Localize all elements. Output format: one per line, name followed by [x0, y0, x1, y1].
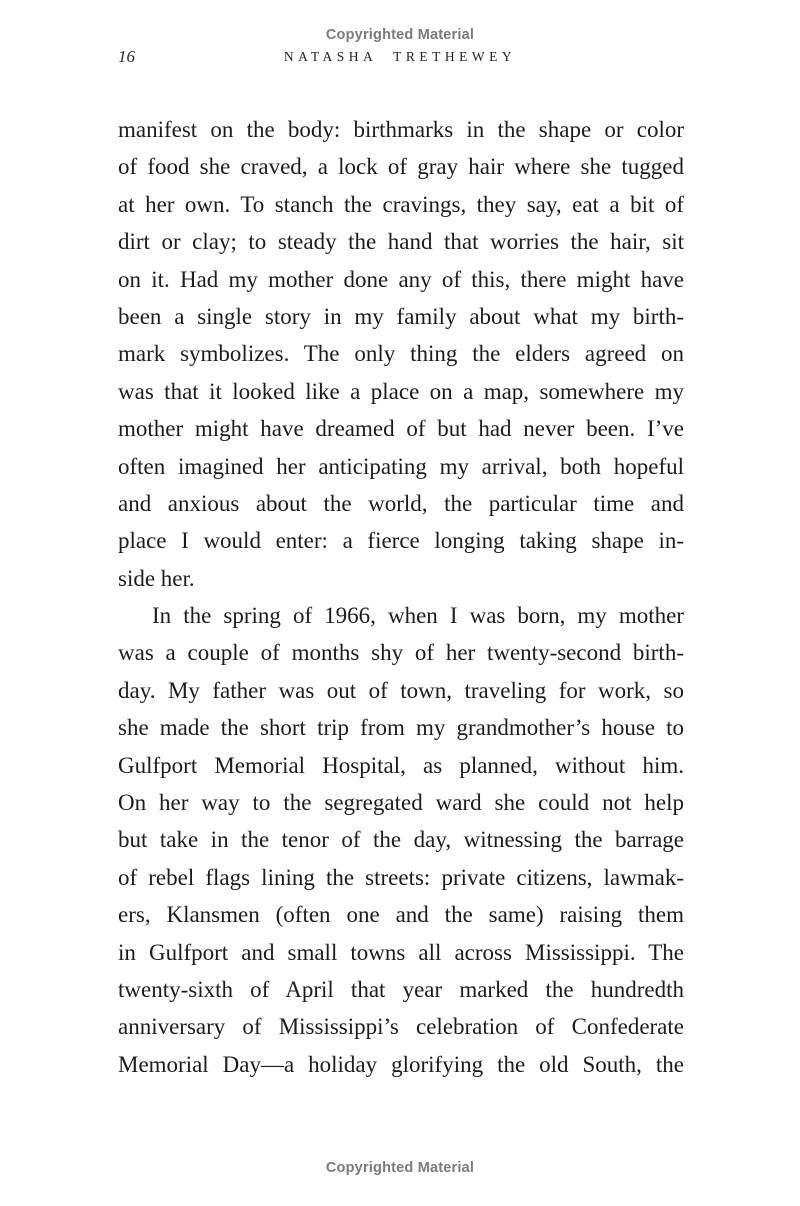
text-line: Memorial Day—a holiday glorifying the old South, the: [118, 1051, 684, 1077]
text-line: in Gulfport and small towns all across Mississippi. The: [118, 939, 684, 965]
text-line: day. My father was out of town, traveling for work, so: [118, 677, 684, 703]
text-line: of food she craved, a lock of gray hair where she tugged: [118, 154, 684, 180]
copyright-notice-top: Copyrighted Material: [325, 27, 475, 43]
text-line: Gulfport Memorial Hospital, as planned, without him.: [118, 752, 684, 778]
text-line: of rebel flags lining the streets: private citizens, lawmak-: [118, 864, 684, 890]
text-line: at her own. To stanch the cravings, they say, eat a bit of: [118, 191, 684, 217]
text-line: was that it looked like a place on a map, somewhere my: [118, 378, 684, 404]
page-number: 16: [118, 47, 135, 66]
text-line: and anxious about the world, the particular time and: [118, 490, 684, 516]
text-line: place I would enter: a fierce longing taking shape in-: [118, 528, 684, 554]
body-text-block: [118, 111, 684, 1083]
text-line: On her way to the segregated ward she could not help: [118, 790, 684, 816]
text-line: mother might have dreamed of but had never been. I’ve: [118, 416, 684, 442]
text-line: been a single story in my family about what my birth-: [118, 303, 684, 329]
text-line: dirt or clay; to steady the hand that worries the hair, sit: [118, 229, 684, 255]
text-line: In the spring of 1966, when I was born, my mother: [152, 603, 684, 629]
copyright-notice-bottom: Copyrighted Material: [325, 1160, 475, 1176]
text-line: on it. Had my mother done any of this, there might have: [118, 266, 684, 292]
text-line: she made the short trip from my grandmother’s house to: [118, 715, 684, 741]
text-line: mark symbolizes. The only thing the elders agreed on: [118, 341, 684, 367]
text-line: often imagined her anticipating my arrival, both hopeful: [118, 453, 684, 479]
text-line: twenty-sixth of April that year marked the hundredth: [118, 976, 684, 1002]
text-line: side her.: [118, 565, 195, 591]
text-line: ers, Klansmen (often one and the same) raising them: [118, 902, 684, 928]
text-line: anniversary of Mississippi’s celebration of Confederate: [118, 1014, 684, 1040]
text-line: was a couple of months shy of her twenty-second birth-: [118, 640, 684, 666]
text-line: but take in the tenor of the day, witnessing the barrage: [118, 827, 684, 853]
text-line: manifest on the body: birthmarks in the shape or color: [118, 117, 684, 142]
running-header-author: NATASHA TRETHEWEY: [283, 49, 517, 64]
